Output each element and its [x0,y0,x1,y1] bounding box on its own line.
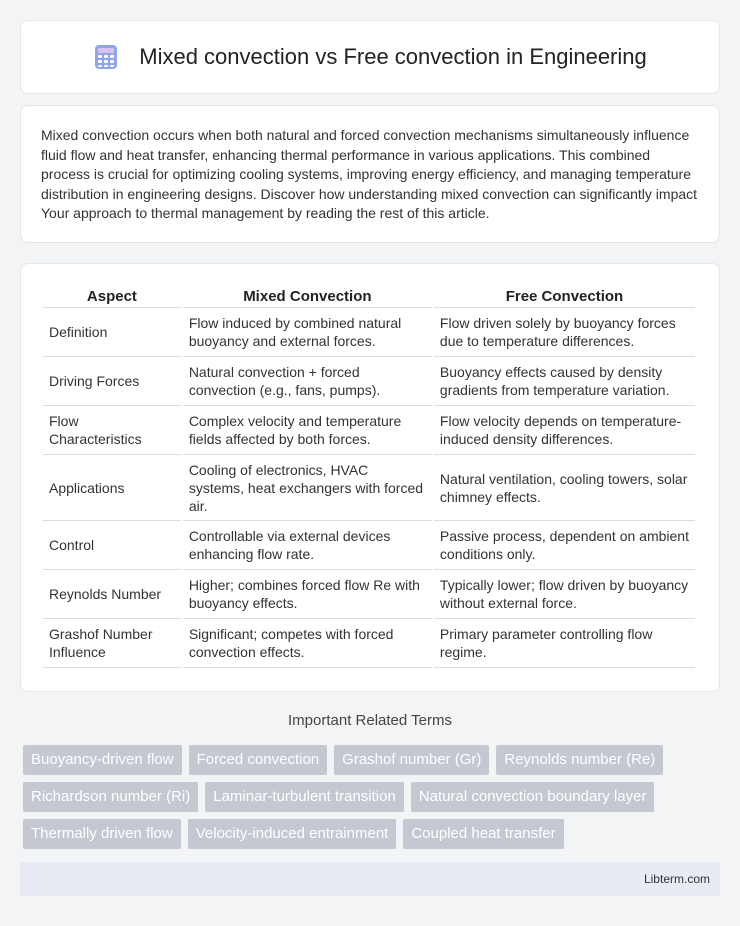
row-free: Buoyancy effects caused by density gradients from temperature variation. [434,357,695,406]
table-row [43,406,695,455]
term-tag[interactable]: Thermally driven flow [23,819,181,849]
table-row [43,521,695,570]
tag-row [23,745,723,775]
term-tag[interactable]: Buoyancy-driven flow [23,745,182,775]
related-terms-tags [23,745,723,856]
term-tag[interactable]: Grashof number (Gr) [334,745,489,775]
row-mixed: Higher; combines forced flow Re with buoyancy effects. [183,570,432,619]
tag-row [23,782,723,812]
header-mixed-convection: Mixed Convection [183,284,432,308]
row-mixed: Natural convection + forced convection (e.g., fans, pumps). [183,357,432,406]
table-row [43,619,695,668]
header-aspect: Aspect [43,284,181,308]
comparison-table-card [20,263,720,692]
row-mixed: Controllable via external devices enhancing flow rate. [183,521,432,570]
term-tag[interactable]: Coupled heat transfer [403,819,563,849]
row-free: Natural ventilation, cooling towers, solar chimney effects. [434,455,695,521]
row-aspect: Control [43,521,181,570]
row-free: Flow velocity depends on temperature-induced density differences. [434,406,695,455]
row-aspect: Applications [43,455,181,521]
term-tag[interactable]: Laminar-turbulent transition [205,782,404,812]
row-free: Primary parameter controlling flow regime. [434,619,695,668]
page-title: Mixed convection vs Free convection in Engineering [139,44,647,69]
row-mixed: Complex velocity and temperature fields affected by both forces. [183,406,432,455]
row-aspect: Driving Forces [43,357,181,406]
term-tag[interactable]: Forced convection [189,745,328,775]
row-free: Passive process, dependent on ambient conditions only. [434,521,695,570]
calculator-icon [93,44,119,70]
table-row [43,570,695,619]
row-aspect: Flow Characteristics [43,406,181,455]
intro-paragraph: Mixed convection occurs when both natural and forced convection mechanisms simultaneously influence fluid flow and heat transfer, enhancing thermal performance in various applications. This combined process is crucial for optimizing cooling systems, improving energy efficiency, and managing temperature distribution in engineering designs. Discover how understanding mixed convection can significantly impact Your approach to thermal management by reading the rest of this article. [41,127,698,222]
term-tag[interactable]: Natural convection boundary layer [411,782,655,812]
footer [20,862,720,896]
table-row [43,308,695,357]
term-tag[interactable]: Richardson number (Ri) [23,782,198,812]
title-card [20,20,720,94]
term-tag[interactable]: Velocity-induced entrainment [188,819,397,849]
row-mixed: Significant; competes with forced convection effects. [183,619,432,668]
row-aspect: Grashof Number Influence [43,619,181,668]
intro-card [20,105,720,243]
row-free: Flow driven solely by buoyancy forces due to temperature differences. [434,308,695,357]
related-terms-title: Important Related Terms [288,712,452,729]
row-aspect: Definition [43,308,181,357]
row-free: Typically lower; flow driven by buoyancy without external force. [434,570,695,619]
header-free-convection: Free Convection [434,284,695,308]
term-tag[interactable]: Reynolds number (Re) [496,745,663,775]
footer-site-link[interactable]: Libterm.com [643,872,710,886]
table-row [43,357,695,406]
row-aspect: Reynolds Number [43,570,181,619]
tag-row [23,819,723,849]
row-mixed: Flow induced by combined natural buoyancy and external forces. [183,308,432,357]
table-row [43,455,695,521]
comparison-table [41,284,697,668]
row-mixed: Cooling of electronics, HVAC systems, heat exchangers with forced air. [183,455,432,521]
